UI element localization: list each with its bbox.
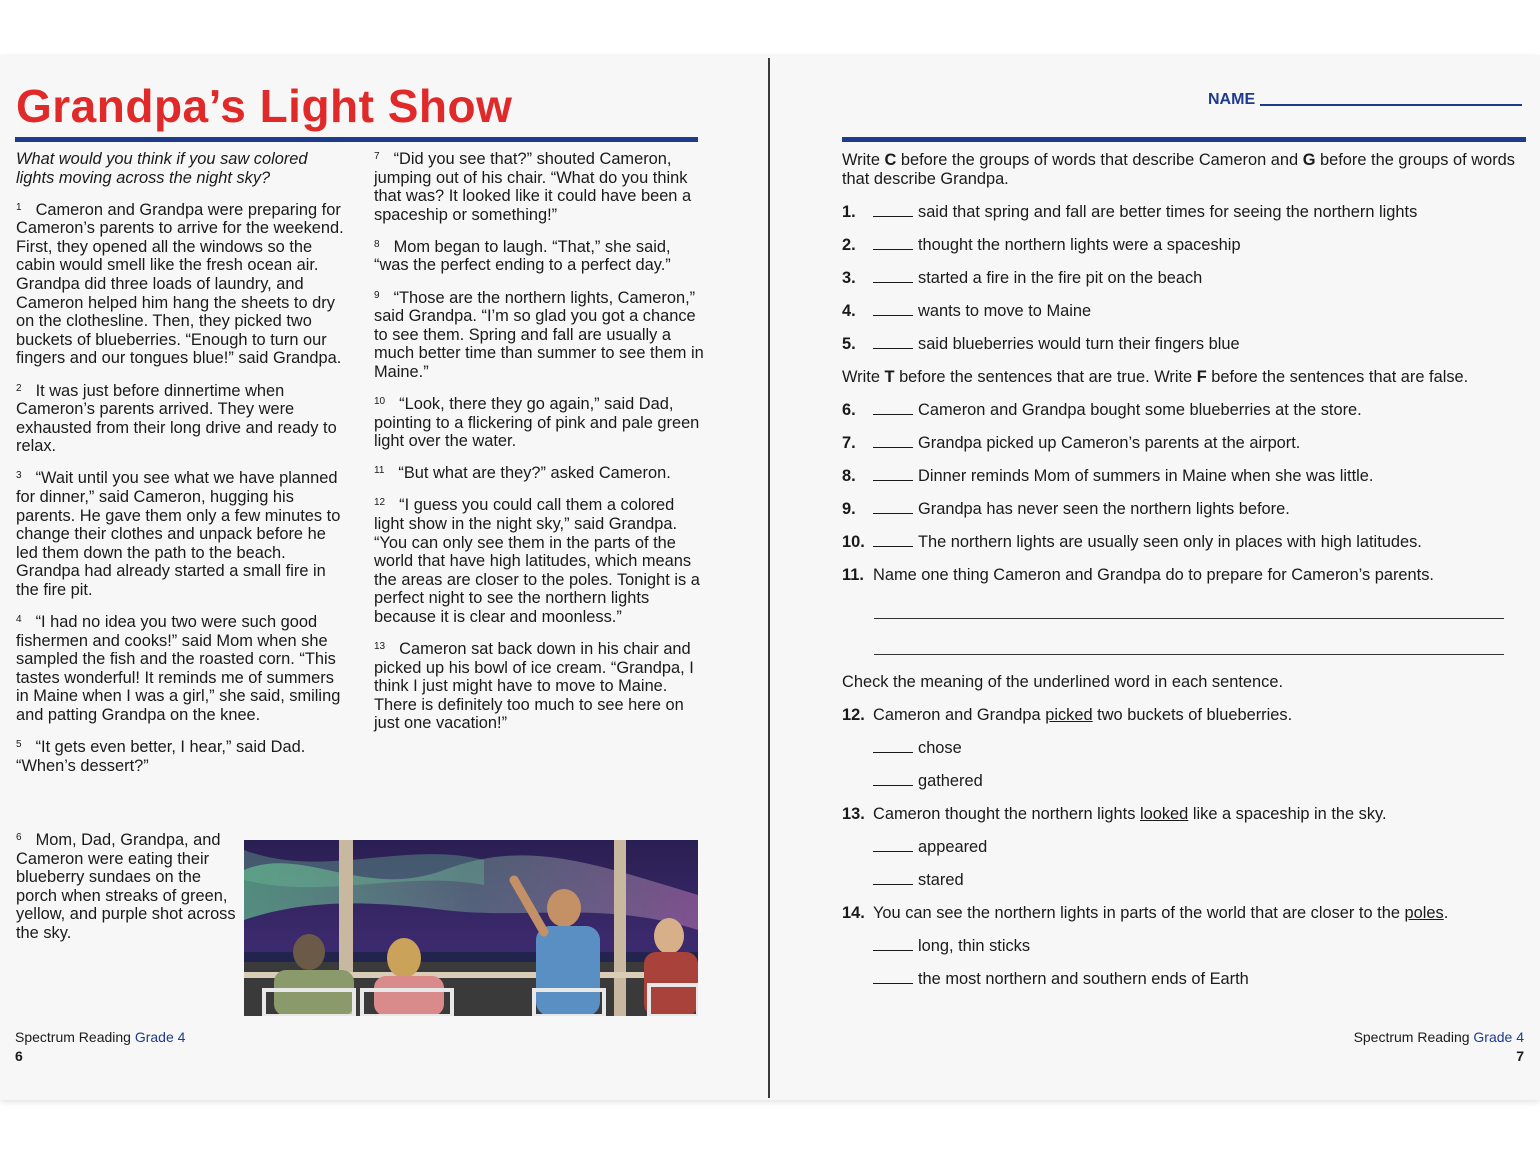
story-title: Grandpa’s Light Show: [16, 80, 513, 132]
answer-blank[interactable]: [873, 215, 913, 217]
answer-blank[interactable]: [873, 314, 913, 316]
answer-line[interactable]: [874, 618, 1504, 619]
instruction-2: Write T before the sentences that are true. Write F before the sentences that are false.: [842, 368, 1469, 386]
question-12: 12. Cameron and Grandpa picked two buckets of blueberries.: [842, 706, 1293, 724]
question-9: 9. Grandpa has never seen the northern lights before.: [842, 500, 1290, 518]
page-footer-left: Spectrum Reading Grade 4 6: [15, 1029, 186, 1064]
underlined-word: looked: [1139, 805, 1189, 823]
question-10: 10. The northern lights are usually seen only in places with high latitudes.: [842, 533, 1422, 551]
answer-blank[interactable]: [873, 545, 913, 547]
check-blank[interactable]: [873, 784, 913, 786]
check-blank[interactable]: [873, 850, 913, 852]
option-long-thin-sticks: long, thin sticks: [873, 937, 1030, 956]
answer-blank[interactable]: [873, 248, 913, 250]
paragraph: $^{11}$ “But what are they?” asked Cameron.: [374, 464, 671, 483]
check-blank[interactable]: [873, 883, 913, 885]
paragraph: $^7$ “Did you see that?” shouted Cameron, jumping out of his chair. “What do you think that was? It looked like it could have been a spaceship or something!”: [374, 150, 692, 224]
question-3: 3. started a fire in the fire pit on the beach: [842, 269, 1203, 287]
story-column-2: [374, 150, 704, 747]
answer-blank[interactable]: [873, 347, 913, 349]
question-5: 5. said blueberries would turn their fingers blue: [842, 335, 1240, 353]
question-1: 1. said that spring and fall are better times for seeing the northern lights: [842, 203, 1418, 221]
paragraph: $^1$ Cameron and Grandpa were preparing for Cameron’s parents to arrive for the weekend. First, they opened all the windows so the cabin would smell like the fresh ocean air. Grandpa did three loads of laundry, and Cameron helped him hang the sheets to dry on the clothesline. Then, they picked two buckets of blueberries. “Enough to turn our fingers and our tongues blue!” said Grandpa.: [16, 200, 344, 368]
title-rule: [15, 137, 698, 142]
paragraph: $^9$ “Those are the northern lights, Cameron,” said Grandpa. “I’m so glad you got a chance to see them. Spring and fall are usually a much better time than summer to see them in Maine.”: [374, 288, 704, 381]
option-gathered: gathered: [873, 772, 983, 791]
answer-blank[interactable]: [873, 446, 913, 448]
option-ends-of-earth: the most northern and southern ends of Earth: [873, 970, 1249, 989]
right-page: [770, 55, 1540, 1100]
answer-blank[interactable]: [873, 479, 913, 481]
paragraph: $^3$ “Wait until you see what we have planned for dinner,” said Cameron, hugging his parents. He gave them only a few minutes to change their clothes and unpack before he led them down the path to the beach. Grandpa had already started a small fire in the fire pit.: [16, 469, 341, 599]
answer-blank[interactable]: [873, 281, 913, 283]
answer-blank[interactable]: [873, 413, 913, 415]
answer-blank[interactable]: [873, 512, 913, 514]
question-6: 6. Cameron and Grandpa bought some blueberries at the store.: [842, 401, 1362, 419]
northern-lights-illustration: [244, 840, 698, 1016]
left-page: [0, 55, 768, 1100]
question-4: 4. wants to move to Maine: [842, 302, 1092, 320]
check-blank[interactable]: [873, 751, 913, 753]
paragraph: $^{12}$ “I guess you could call them a colored light show in the night sky,” said Grandpa. “You can only see them in the parts of the world that have high latitudes, which means the areas are closer to the poles. Tonight is a perfect night to see the northern lights because it is clear and moonless.”: [374, 496, 700, 626]
underlined-word: poles: [1404, 904, 1444, 922]
question-13: 13. Cameron thought the northern lights looked like a spaceship in the sky.: [842, 805, 1387, 823]
story-intro: What would you think if you saw colored lights moving across the night sky?: [16, 150, 308, 187]
answer-line[interactable]: [874, 654, 1504, 655]
page-number: 7: [1516, 1048, 1524, 1064]
question-14: 14. You can see the northern lights in parts of the world that are closer to the poles.: [842, 904, 1449, 922]
page-footer-right: Spectrum Reading Grade 4 7: [1353, 1029, 1524, 1064]
instruction-3: Check the meaning of the underlined word in each sentence.: [842, 673, 1284, 691]
underlined-word: picked: [1045, 706, 1093, 724]
question-11: 11. Name one thing Cameron and Grandpa do to prepare for Cameron’s parents.: [842, 566, 1434, 584]
paragraph: $^8$ Mom began to laugh. “That,” she said, “was the perfect ending to a perfect day.”: [374, 237, 671, 275]
paragraph: $^5$ “It gets even better, I hear,” said Dad. “When’s dessert?”: [16, 738, 306, 775]
paragraph: $^{13}$ Cameron sat back down in his chair and picked up his bowl of ice cream. “Grandpa, I think I just might have to move to Maine. There is definitely too much to see here on just one vacation!”: [374, 640, 694, 733]
check-blank[interactable]: [873, 982, 913, 984]
paragraph: $^2$ It was just before dinnertime when Cameron’s parents arrived. They were exhausted from their long drive and ready to relax.: [16, 381, 337, 456]
name-field[interactable]: [1260, 104, 1522, 106]
paragraph: $^4$ “I had no idea you two were such good fishermen and cooks!” said Mom when she sampled the fish and the roasted corn. “This tastes wonderful! It reminds me of summers in Maine when I was a girl,” she said, smiling and patting Grandpa on the knee.: [16, 613, 341, 725]
page-number: 6: [15, 1048, 23, 1064]
name-label: NAME: [1208, 91, 1256, 108]
option-stared: stared: [873, 871, 964, 890]
question-2: 2. thought the northern lights were a spaceship: [842, 236, 1241, 254]
question-7: 7. Grandpa picked up Cameron’s parents at the airport.: [842, 434, 1301, 452]
header-rule: [842, 137, 1526, 142]
check-blank[interactable]: [873, 949, 913, 951]
instruction-1: Write C before the groups of words that describe Cameron and G before the groups of words that describe Grandpa.: [842, 151, 1515, 188]
paragraph: $^6$ Mom, Dad, Grandpa, and Cameron were eating their blueberry sundaes on the porch when streaks of green, yellow, and purple shot across the sky.: [16, 831, 236, 942]
paragraph: $^{10}$ “Look, there they go again,” said Dad, pointing to a flickering of pink and pale green light over the water.: [374, 395, 700, 451]
story-column-1: [16, 150, 346, 789]
option-chose: chose: [873, 739, 962, 758]
question-8: 8. Dinner reminds Mom of summers in Maine when she was little.: [842, 467, 1374, 485]
option-appeared: appeared: [873, 838, 987, 857]
